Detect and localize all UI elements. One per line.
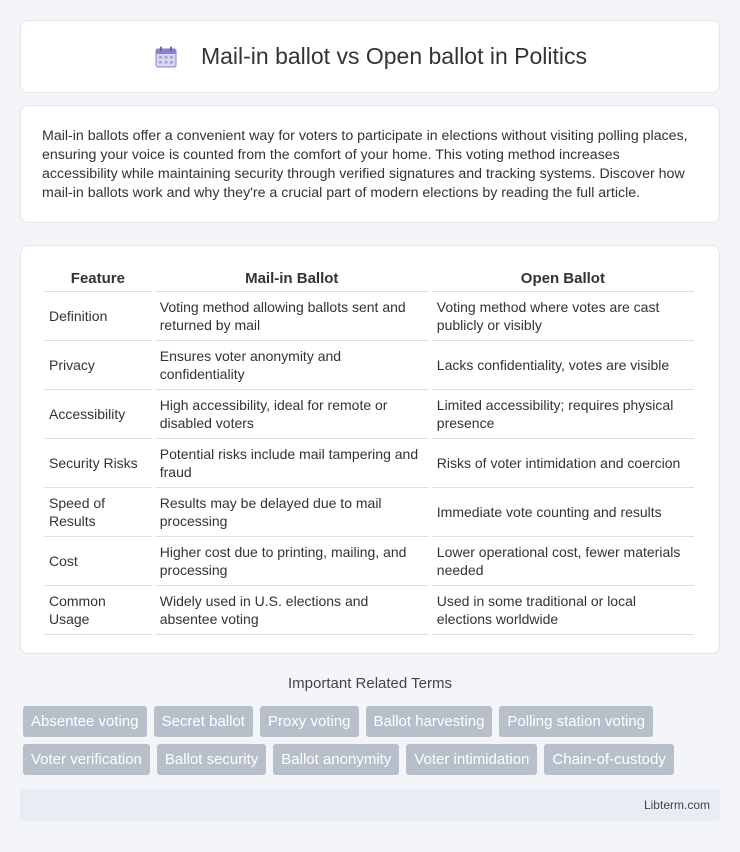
- cell-mail-in: Results may be delayed due to mail processing: [155, 488, 429, 537]
- calendar-icon: [153, 44, 179, 70]
- cell-open: Used in some traditional or local elections worldwide: [432, 586, 694, 635]
- header-feature: Feature: [44, 266, 152, 292]
- cell-open: Lacks confidentiality, votes are visible: [432, 341, 694, 390]
- tag-polling-station-voting[interactable]: Polling station voting: [499, 706, 653, 737]
- table-row: [44, 586, 694, 635]
- cell-mail-in: Voting method allowing ballots sent and returned by mail: [155, 292, 429, 341]
- table-row: [44, 439, 694, 488]
- tag-voter-intimidation[interactable]: Voter intimidation: [406, 744, 537, 775]
- cell-feature: Privacy: [44, 341, 152, 390]
- tag-absentee-voting[interactable]: Absentee voting: [23, 706, 147, 737]
- table-header-row: [44, 266, 694, 292]
- table-row: [44, 390, 694, 439]
- cell-open: Limited accessibility; requires physical presence: [432, 390, 694, 439]
- cell-open: Immediate vote counting and results: [432, 488, 694, 537]
- cell-feature: Speed of Results: [44, 488, 152, 537]
- table-row: [44, 488, 694, 537]
- cell-mail-in: Potential risks include mail tampering and fraud: [155, 439, 429, 488]
- cell-mail-in: Widely used in U.S. elections and absentee voting: [155, 586, 429, 635]
- related-terms-title: Important Related Terms: [288, 675, 452, 692]
- intro-card: [20, 105, 720, 223]
- table-row: [44, 537, 694, 586]
- comparison-table: [41, 266, 697, 635]
- footer-bar: [20, 789, 720, 821]
- tag-ballot-harvesting[interactable]: Ballot harvesting: [366, 706, 493, 737]
- tag-voter-verification[interactable]: Voter verification: [23, 744, 150, 775]
- table-row: [44, 292, 694, 341]
- header-card: [20, 20, 720, 93]
- page-title: Mail-in ballot vs Open ballot in Politics: [200, 43, 588, 69]
- tag-proxy-voting[interactable]: Proxy voting: [260, 706, 359, 737]
- cell-feature: Definition: [44, 292, 152, 341]
- tag-ballot-security[interactable]: Ballot security: [157, 744, 266, 775]
- cell-mail-in: High accessibility, ideal for remote or disabled voters: [155, 390, 429, 439]
- tag-ballot-anonymity[interactable]: Ballot anonymity: [273, 744, 399, 775]
- table-row: [44, 341, 694, 390]
- footer-brand[interactable]: Libterm.com: [643, 798, 710, 812]
- related-terms-list: [23, 706, 723, 775]
- cell-mail-in: Ensures voter anonymity and confidentiality: [155, 341, 429, 390]
- cell-open: Voting method where votes are cast publicly or visibly: [432, 292, 694, 341]
- tag-chain-of-custody[interactable]: Chain-of-custody: [544, 744, 673, 775]
- cell-feature: Common Usage: [44, 586, 152, 635]
- header-mail-in: Mail-in Ballot: [155, 266, 429, 292]
- intro-text: Mail-in ballots offer a convenient way for voters to participate in elections without visiting polling places, ensuring your voice is counted from the comfort of your home. This voting method increases accessibility while maintaining security through verified signatures and tracking systems. Discover how mail-in ballots work and why they're a crucial part of modern elections by reading the full article.: [42, 128, 688, 201]
- cell-feature: Accessibility: [44, 390, 152, 439]
- header-open: Open Ballot: [432, 266, 694, 292]
- cell-feature: Cost: [44, 537, 152, 586]
- comparison-table-card: [20, 245, 720, 654]
- cell-open: Lower operational cost, fewer materials needed: [432, 537, 694, 586]
- cell-mail-in: Higher cost due to printing, mailing, and processing: [155, 537, 429, 586]
- cell-open: Risks of voter intimidation and coercion: [432, 439, 694, 488]
- cell-feature: Security Risks: [44, 439, 152, 488]
- tag-secret-ballot[interactable]: Secret ballot: [154, 706, 253, 737]
